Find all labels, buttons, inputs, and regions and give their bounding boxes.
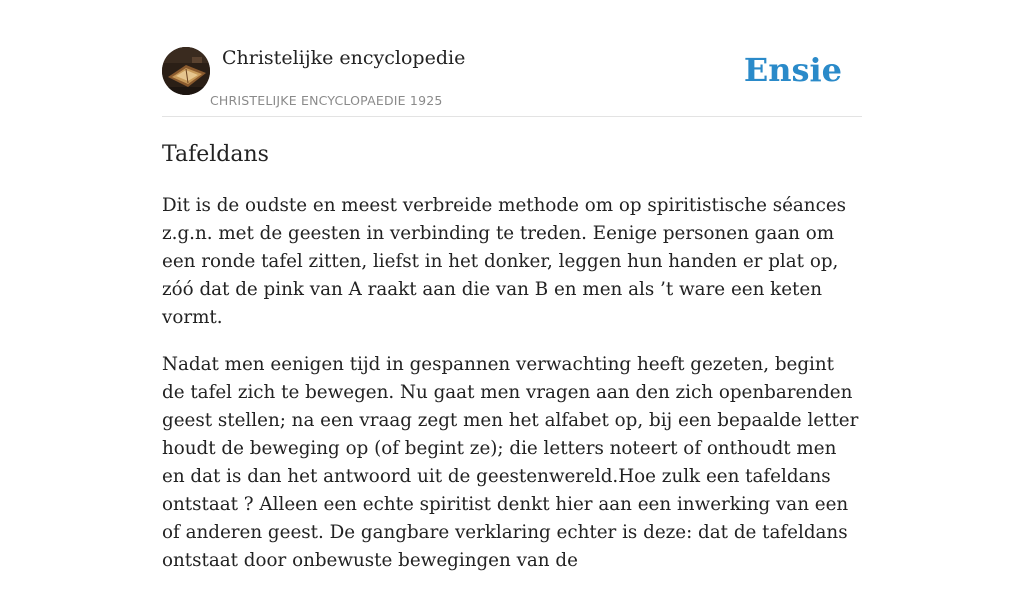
article-body: [162, 192, 862, 594]
article-title: Tafeldans: [162, 142, 269, 167]
ensie-logo[interactable]: Ensie: [743, 51, 842, 89]
site-header: [162, 0, 862, 117]
site-subtitle: CHRISTELIJKE ENCYCLOPAEDIE 1925: [210, 93, 443, 108]
page-container: [162, 0, 862, 571]
site-title[interactable]: Christelijke encyclopedie: [222, 47, 466, 69]
paragraph: Nadat men eenigen tijd in gespannen verwachting heeft gezeten, begint de tafel zich te bewegen. Nu gaat men vragen aan den zich openbarenden geest stellen; na een vraag zegt men het alfabet op, bij een bepaalde letter houdt de beweging op (of begint ze); die letters noteert of onthoudt men en dat is dan het antwoord uit de geestenwereld.Hoe zulk een tafeldans ontstaat ? Alleen een echte spiritist denkt hier aan een inwerking van een of anderen geest. De gangbare verklaring echter is deze: dat de tafeldans ontstaat door onbewuste bewegingen van de: [162, 354, 859, 571]
book-cover-icon: [162, 47, 210, 95]
paragraph: Dit is de oudste en meest verbreide methode om op spiritistische séances z.g.n. met de geesten in verbinding te treden. Eenige personen gaan om een ronde tafel zitten, liefst in het donker, leggen hun handen er plat op, zóó dat de pink van A raakt aan die van B en men als ’t ware een keten vormt.: [162, 195, 847, 328]
avatar[interactable]: [162, 47, 210, 95]
